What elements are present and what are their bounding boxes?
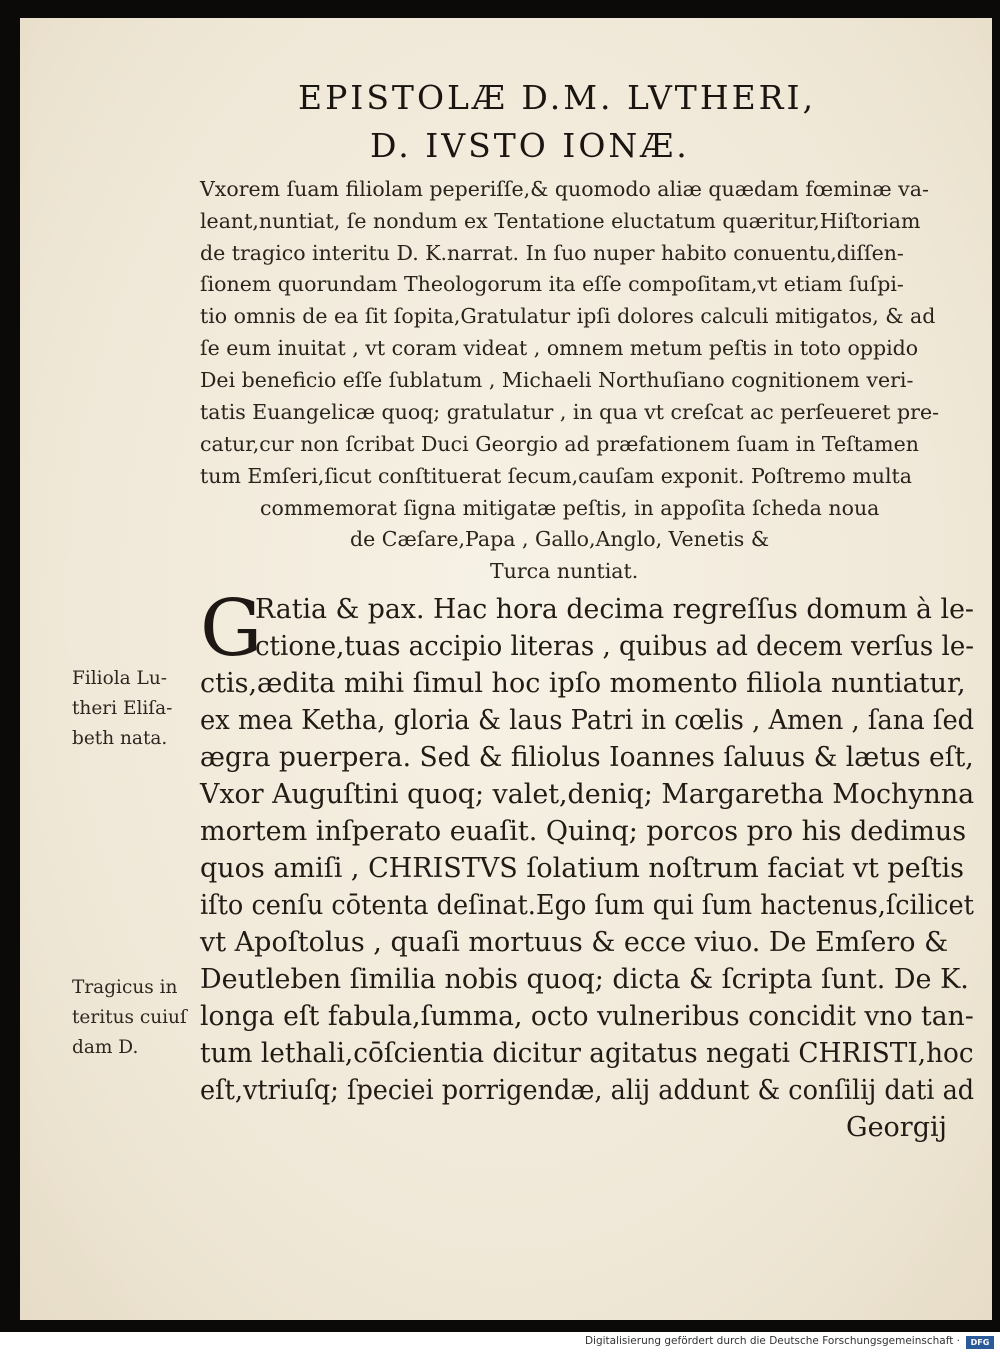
argument-line: commemorat ſigna mitigatæ peſtis, in appoſita ſcheda noua xyxy=(260,496,880,520)
margin-note-line: Tragicus in xyxy=(72,977,178,998)
drop-cap: G xyxy=(200,584,263,674)
catchword: Georgij xyxy=(846,1112,947,1143)
margin-note-line: Filiola Lu- xyxy=(72,668,168,689)
body-line: iſto cenſu cōtenta deſinat.Ego ſum qui ſum hactenus,ſcilicet xyxy=(200,890,974,921)
book-page xyxy=(20,18,992,1320)
body-line: ex mea Ketha, gloria & laus Patri in cœlis , Amen , ſana ſed xyxy=(200,705,975,736)
margin-note-line: teritus cuiuſ xyxy=(72,1007,187,1028)
argument-line: Dei beneficio eſſe ſublatum , Michaeli Northuſiano cognitionem veri- xyxy=(200,368,914,392)
margin-note-tragicus xyxy=(72,973,187,1063)
argument-line: ſe eum inuitat , vt coram videat , omnem metum peſtis in toto oppido xyxy=(200,336,919,360)
argument-line: ſionem quorundam Theologorum ita eſſe compoſitam,vt etiam ſuſpi- xyxy=(200,272,904,296)
argument-line: tio omnis de ea ſit ſopita,Gratulatur ipſi dolores calculi mitigatos, & ad xyxy=(200,304,936,328)
argument-line: tatis Euangelicæ quoq; gratulatur , in qua vt creſcat ac perſeueret pre- xyxy=(200,400,940,424)
footer-credit: Digitalisierung gefördert durch die Deutsche Forschungsgemeinschaft · xyxy=(584,1335,960,1347)
body-line: mortem inſperato euaſit. Quinq; porcos pro his dedimus xyxy=(200,816,967,847)
body-line: Ratia & pax. Hac hora decima regreſſus domum à le- xyxy=(255,594,974,625)
margin-note-line: dam D. xyxy=(72,1037,139,1058)
body-line: ægra puerpera. Sed & filiolus Ioannes ſaluus & lætus eſt, xyxy=(200,742,974,773)
argument-line: Turca nuntiat. xyxy=(490,559,639,583)
argument-line: Vxorem ſuam filiolam peperiſſe,& quomodo aliæ quædam fœminæ va- xyxy=(200,177,929,201)
body-line: Vxor Auguſtini quoq; valet,deniq; Margaretha Mochynna xyxy=(200,779,975,810)
body-line: vt Apoſtolus , quaſi mortuus & ecce viuo. De Emſero & xyxy=(200,927,949,958)
margin-note-line: beth nata. xyxy=(72,728,168,749)
digitization-footer xyxy=(0,1334,1000,1352)
body-line: Deutleben ſimilia nobis quoq; dicta & ſcripta ſunt. De K. xyxy=(200,964,969,995)
body-line: quos amiſi , CHRISTVS ſolatium noſtrum faciat vt peſtis xyxy=(200,853,965,884)
body-line: ctione,tuas accipio literas , quibus ad decem verſus le- xyxy=(255,631,975,662)
argument-line: leant,nuntiat, ſe nondum ex Tentatione eluctatum quæritur,Hiſtoriam xyxy=(200,209,921,233)
body-line: tum lethali,cōſcientia dicitur agitatus negati CHRISTI,hoc xyxy=(200,1038,974,1069)
body-line: ctis,ædita mihi ſimul hoc ipſo momento filiola nuntiatur, xyxy=(200,668,966,699)
argument-line: catur,cur non ſcribat Duci Georgio ad præfationem ſuam in Teſtamen xyxy=(200,432,919,456)
margin-note-filiola xyxy=(72,664,172,754)
running-head-line-2: D. IVSTO IONÆ. xyxy=(370,126,690,165)
margin-note-line: theri Eliſa- xyxy=(72,698,173,719)
argument-line: de tragico interitu D. K.narrat. In ſuo nuper habito conuentu,diſſen- xyxy=(200,241,904,265)
body-line: longa eſt fabula,ſumma, octo vulneribus concidit vno tan- xyxy=(200,1001,974,1032)
body-line: eſt,vtriuſq; ſpeciei porrigendæ, alij addunt & conſilij dati ad xyxy=(200,1075,975,1106)
running-head-line-1: EPISTOLÆ D.M. LVTHERI, xyxy=(298,78,817,117)
argument-line: de Cæſare,Papa , Gallo,Anglo, Venetis & xyxy=(350,527,770,551)
dfg-logo-icon: DFG xyxy=(966,1336,994,1349)
argument-line: tum Emſeri,ſicut conſtituerat ſecum,cauſam exponit. Poſtremo multa xyxy=(200,464,912,488)
